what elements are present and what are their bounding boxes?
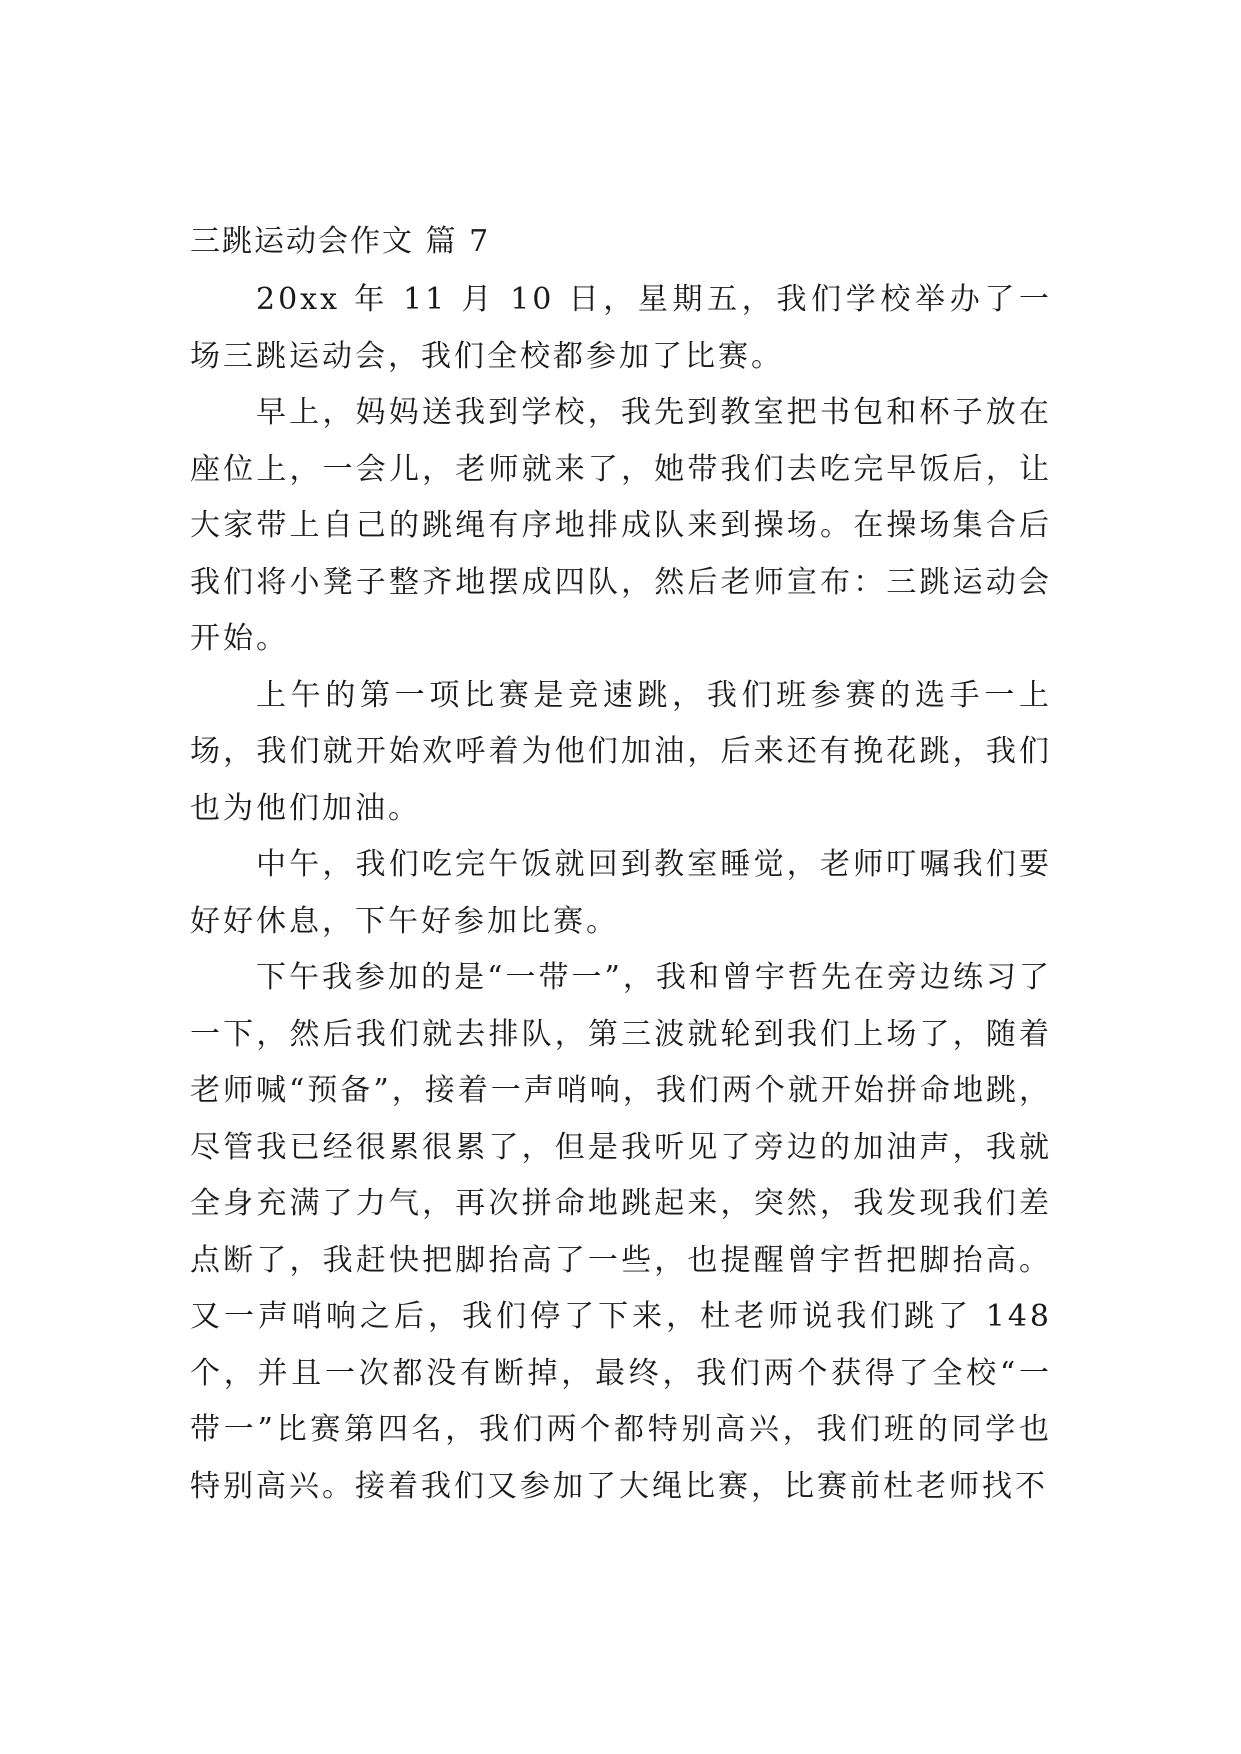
paragraph-3: 上午的第一项比赛是竞速跳，我们班参赛的选手一上场，我们就开始欢呼着为他们加油，后来还有挽花跳，我们也为他们加油。: [190, 677, 1052, 826]
paragraph-5: 下午我参加的是“一带一”，我和曾宇哲先在旁边练习了一下，然后我们就去排队，第三波就轮到我们上场了，随着老师喊“预备”，接着一声哨响，我们两个就开始拼命地跳，尽管我已经很累很累了，但是我听见了旁边的加油声，我就全身充满了力气，再次拼命地跳起来，突然，我发现我们差点断了，我赶快把脚抬高了一些，也提醒曾宇哲把脚抬高。又一声哨响之后，我们停了下来，杜老师说我们跳了 148 个，并且一次都没有断掉，最终，我们两个获得了全校“一带一”比赛第四名，我们两个都特别高兴，我们班的同学也特别高兴。接着我们又参加了大绳比赛，比赛前杜老师找不: [190, 960, 1052, 1504]
paragraph-2: 早上，妈妈送我到学校，我先到教室把书包和杯子放在座位上，一会儿，老师就来了，她带我们去吃完早饭后，让大家带上自己的跳绳有序地排成队来到操场。在操场集合后我们将小凳子整齐地摆成四队，然后老师宣布：三跳运动会开始。: [190, 395, 1052, 656]
document-body: [190, 272, 1052, 1515]
paragraph-1: 20xx 年 11 月 10 日，星期五，我们学校举办了一场三跳运动会，我们全校都参加了比赛。: [190, 282, 1052, 374]
document-title: 三跳运动会作文 篇 7: [190, 224, 491, 259]
paragraph-4: 中午，我们吃完午饭就回到教室睡觉，老师叮嘱我们要好好休息，下午好参加比赛。: [190, 847, 1052, 939]
